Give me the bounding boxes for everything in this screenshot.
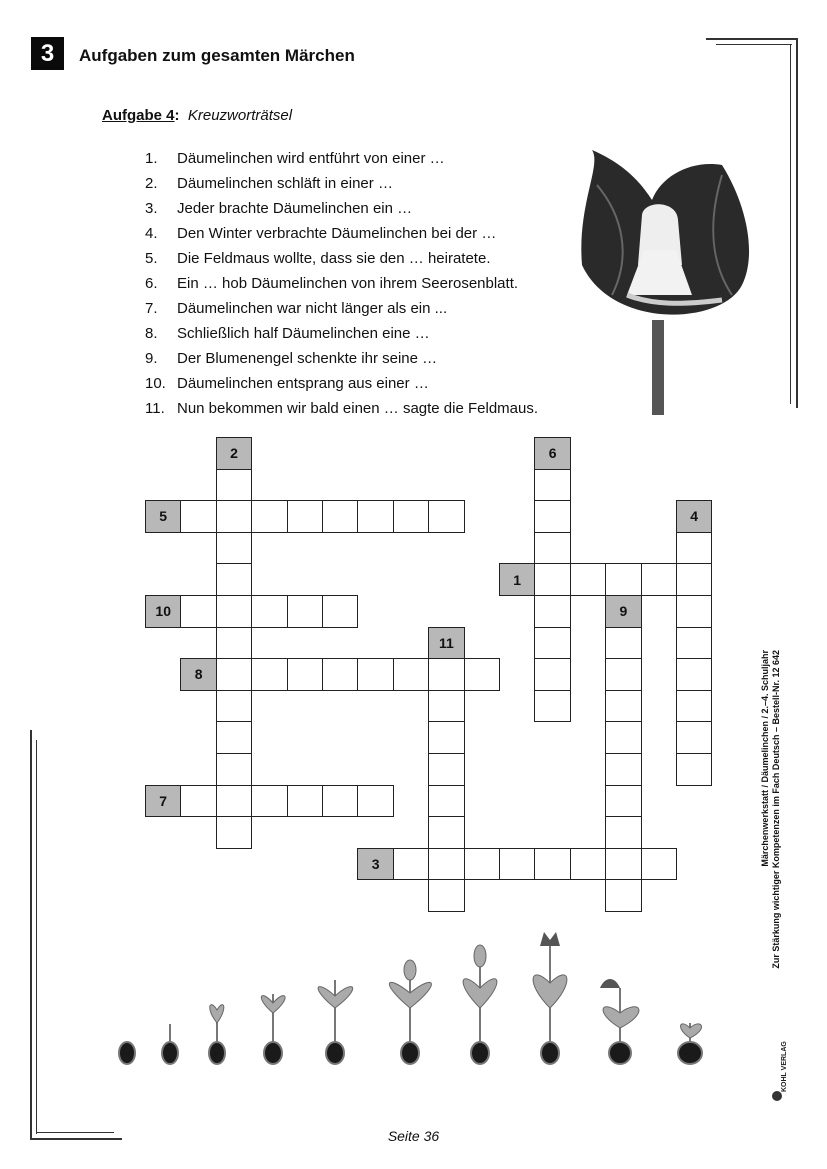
crossword-cell: [428, 690, 464, 723]
crossword-cell: [676, 627, 712, 660]
clue-text: Nun bekommen wir bald einen … sagte die Feldmaus.: [177, 400, 539, 417]
crossword-cell: [676, 721, 712, 754]
crossword-cell: [676, 532, 712, 565]
crossword-cell: [251, 500, 287, 533]
crossword-cell: [216, 785, 252, 818]
crossword-cell: [605, 563, 641, 596]
crossword-number-cell-8: 8: [180, 658, 216, 691]
crossword-cell: [534, 848, 570, 881]
crossword-cell: [428, 879, 464, 912]
crossword-cell: [428, 785, 464, 818]
task-label: Aufgabe 4: [102, 107, 175, 124]
crossword-cell: [428, 816, 464, 849]
side-line-1: Märchenwerkstatt / Däumelinchen / 2.–4. Schuljahr: [760, 650, 770, 867]
crossword-cell: [393, 658, 429, 691]
crossword-cell: [428, 658, 464, 691]
crossword-cell: [499, 848, 535, 881]
crossword-cell: [357, 785, 393, 818]
clue-text: Jeder brachte Däumelinchen ein …: [177, 200, 413, 217]
clue-number: 8.: [145, 325, 158, 342]
crossword-number-cell-11: 11: [428, 627, 464, 660]
crossword-cell: [676, 563, 712, 596]
crossword-cell: [251, 595, 287, 628]
crossword-cell: [605, 879, 641, 912]
clue-number: 1.: [145, 150, 158, 167]
crossword-cell: [676, 690, 712, 723]
task-subtitle: Kreuzworträtsel: [187, 107, 293, 124]
crossword-cell: [534, 690, 570, 723]
side-publication-info: [760, 650, 782, 1010]
crossword-cell: [570, 848, 606, 881]
crossword-cell: [428, 848, 464, 881]
crossword-cell: [605, 721, 641, 754]
crossword-cell: [180, 595, 216, 628]
clue-text: Ein … hob Däumelinchen von ihrem Seerosenblatt.: [177, 275, 519, 292]
crossword-cell: [676, 753, 712, 786]
crossword-cell: [216, 816, 252, 849]
crossword-number-cell-10: 10: [145, 595, 181, 628]
tulip-growth-sequence: [110, 928, 720, 1078]
crossword-cell: [322, 785, 358, 818]
crossword-cell: [534, 532, 570, 565]
svg-text:KOHL VERLAG: KOHL VERLAG: [781, 1041, 788, 1092]
clue-number: 9.: [145, 350, 158, 367]
crossword-cell: [357, 500, 393, 533]
crossword-cell: [534, 563, 570, 596]
crossword-number-cell-3: 3: [357, 848, 393, 881]
page-number: Seite 36: [387, 1128, 440, 1144]
crossword-cell: [180, 785, 216, 818]
clue-number: 3.: [145, 200, 158, 217]
crossword-cell: [570, 563, 606, 596]
clue-text: Schließlich half Däumelinchen eine …: [177, 325, 430, 342]
crossword-cell: [605, 627, 641, 660]
crossword-cell: [251, 785, 287, 818]
crossword-cell: [216, 595, 252, 628]
crossword-cell: [180, 500, 216, 533]
bulb-3: [209, 1042, 225, 1064]
crossword-cell: [534, 469, 570, 502]
crossword-cell: [605, 690, 641, 723]
crossword-cell: [534, 500, 570, 533]
crossword-cell: [534, 595, 570, 628]
crossword-number-cell-4: 4: [676, 500, 712, 533]
crossword-cell: [676, 595, 712, 628]
crossword-cell: [534, 627, 570, 660]
chapter-number-badge: 3: [31, 37, 64, 70]
bulb-9: [609, 1042, 631, 1064]
crossword-cell: [322, 500, 358, 533]
crossword-cell: [605, 816, 641, 849]
crossword-cell: [216, 753, 252, 786]
clue-text: Däumelinchen wird entführt von einer …: [177, 150, 445, 167]
side-line-2: Zur Stärkung wichtiger Kompetenzen im Fach Deutsch – Bestell-Nr. 12 642: [771, 650, 781, 969]
crossword-cell: [322, 658, 358, 691]
crossword-cell: [428, 753, 464, 786]
clue-text: Den Winter verbrachte Däumelinchen bei der …: [177, 225, 497, 242]
clue-text: Däumelinchen schläft in einer …: [177, 175, 393, 192]
crossword-number-cell-1: 1: [499, 563, 535, 596]
crossword-cell: [428, 721, 464, 754]
crossword-cell: [605, 658, 641, 691]
crossword-cell: [216, 690, 252, 723]
crossword-number-cell-5: 5: [145, 500, 181, 533]
clue-number: 7.: [145, 300, 158, 317]
clue-number: 4.: [145, 225, 158, 242]
crossword-cell: [287, 785, 323, 818]
crossword-cell: [357, 658, 393, 691]
bulb-6: [401, 1042, 419, 1064]
crossword-number-cell-7: 7: [145, 785, 181, 818]
crossword-cell: [216, 500, 252, 533]
crossword-cell: [428, 500, 464, 533]
crossword-cell: [287, 658, 323, 691]
crossword-cell: [641, 848, 677, 881]
clue-text: Däumelinchen war nicht länger als ein ...: [177, 300, 448, 317]
crossword-cell: [605, 753, 641, 786]
crossword-cell: [216, 658, 252, 691]
clue-text: Die Feldmaus wollte, dass sie den … heiratete.: [177, 250, 491, 267]
chapter-title: Aufgaben zum gesamten Märchen: [79, 46, 355, 65]
publisher-logo: [770, 1040, 792, 1102]
clue-number: 5.: [145, 250, 158, 267]
crossword-number-cell-6: 6: [534, 437, 570, 470]
bulb-2: [162, 1042, 178, 1064]
crossword-cell: [216, 563, 252, 596]
crossword-cell: [641, 563, 677, 596]
clue-number: 6.: [145, 275, 158, 292]
bulb-10: [678, 1042, 702, 1064]
clue-number: 10.: [145, 375, 166, 392]
clue-text: Der Blumenengel schenkte ihr seine …: [177, 350, 438, 367]
clue-number: 11.: [145, 400, 165, 417]
crossword-cell: [287, 595, 323, 628]
bulb-8: [541, 1042, 559, 1064]
crossword-cell: [534, 658, 570, 691]
crossword-cell: [393, 848, 429, 881]
crossword-cell: [216, 627, 252, 660]
crossword-cell: [464, 658, 500, 691]
crossword-cell: [287, 500, 323, 533]
bulb-4: [264, 1042, 282, 1064]
crossword-cell: [605, 785, 641, 818]
crossword-cell: [605, 848, 641, 881]
crossword-cell: [216, 469, 252, 502]
task-colon: :: [174, 107, 180, 124]
crossword-cell: [322, 595, 358, 628]
crossword-cell: [464, 848, 500, 881]
crossword-cell: [216, 721, 252, 754]
crossword-number-cell-2: 2: [216, 437, 252, 470]
crossword-cell: [676, 658, 712, 691]
bulb-7: [471, 1042, 489, 1064]
clue-text: Däumelinchen entsprang aus einer …: [177, 375, 429, 392]
clue-number: 2.: [145, 175, 158, 192]
crossword-cell: [216, 532, 252, 565]
crossword-cell: [251, 658, 287, 691]
bulb-5: [326, 1042, 344, 1064]
crossword-number-cell-9: 9: [605, 595, 641, 628]
crossword-cell: [393, 500, 429, 533]
bulb-1: [119, 1042, 135, 1064]
